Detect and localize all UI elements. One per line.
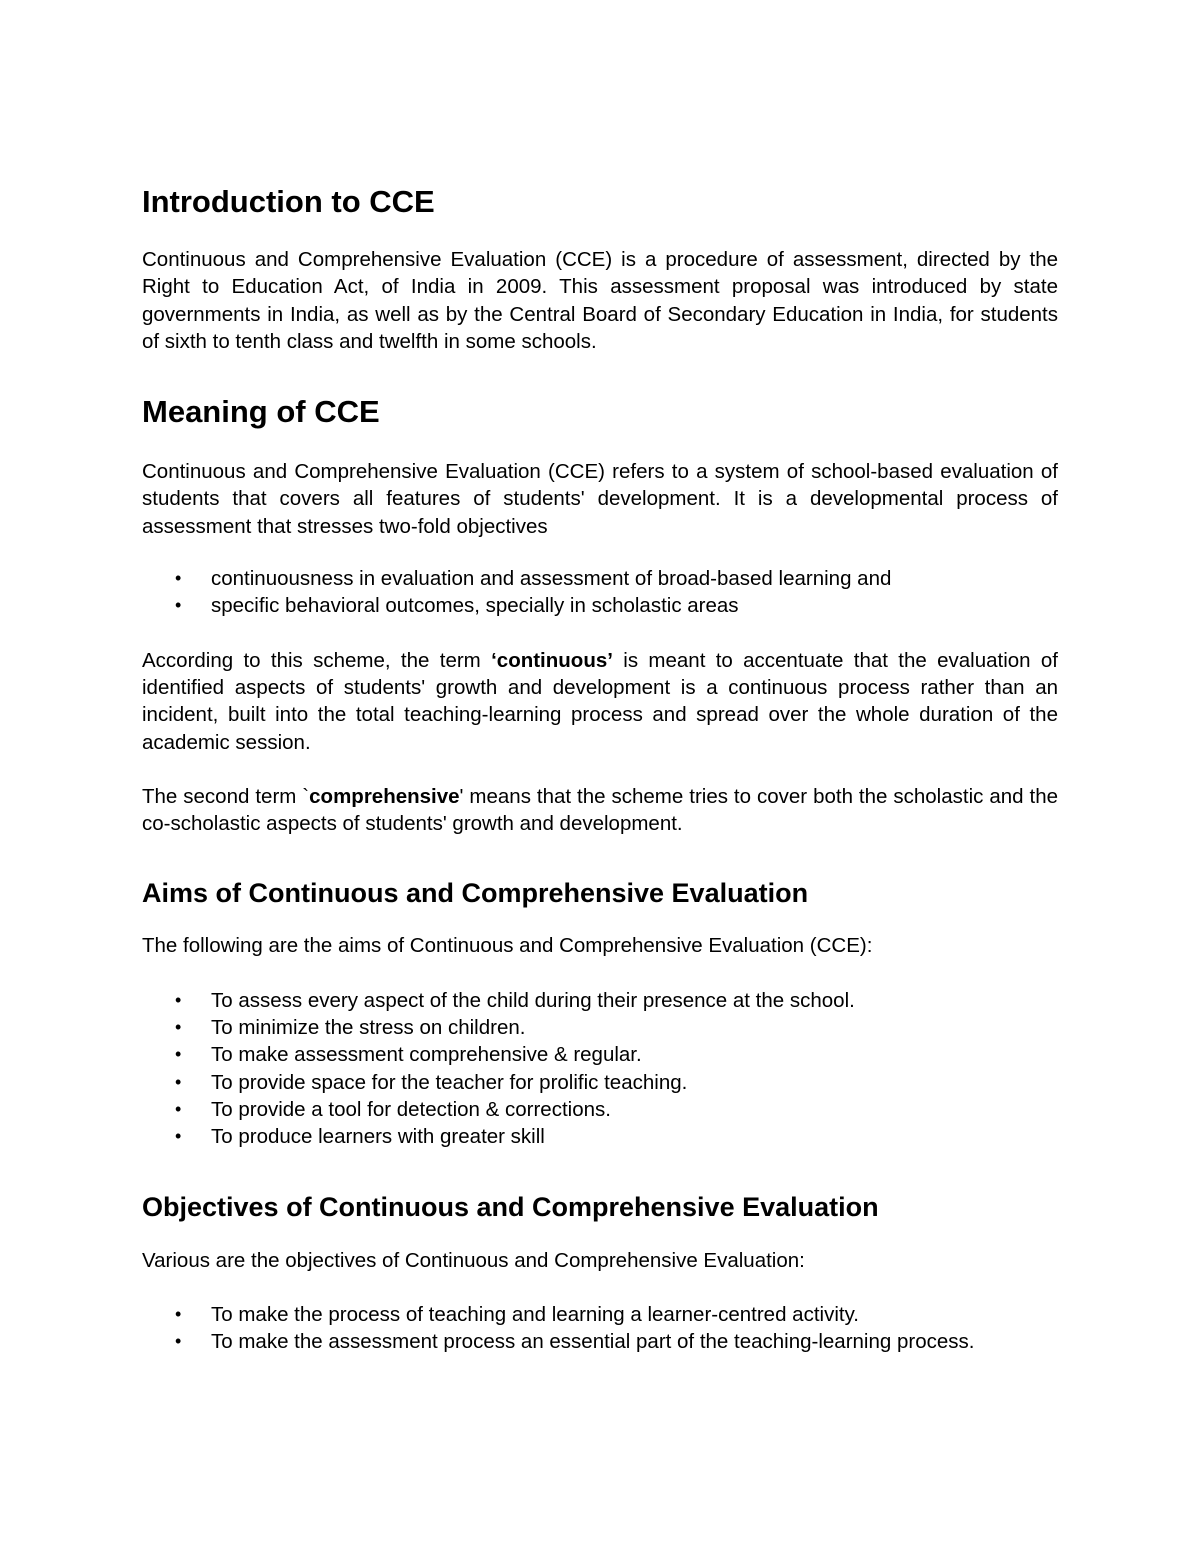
list-item-text: specific behavioral outcomes, specially in scholastic areas [211, 594, 739, 618]
list-item-text: continuousness in evaluation and assessment of broad-based learning and [211, 567, 892, 591]
list-item-text: To make assessment comprehensive & regular. [211, 1043, 642, 1067]
list-item [142, 1301, 1058, 1328]
term-comprehensive: comprehensive [309, 784, 460, 808]
list-item-text: To produce learners with greater skill [211, 1125, 545, 1149]
list-item-text: To make the process of teaching and learning a learner-centred activity. [211, 1302, 860, 1326]
list-item [142, 1069, 1058, 1096]
bullet-icon: • [175, 989, 182, 1010]
bullet-icon: • [175, 1044, 182, 1065]
heading-objectives: Objectives of Continuous and Comprehensive Evaluation [142, 1191, 879, 1222]
paragraph-text: The second term ` [142, 784, 310, 808]
list-item-text: To provide a tool for detection & corrections. [211, 1097, 611, 1121]
list-objectives [142, 1301, 1058, 1356]
list-item [142, 1014, 1058, 1041]
bullet-icon: • [175, 1126, 182, 1147]
heading-meaning: Meaning of CCE [142, 394, 380, 430]
list-meaning-objectives [142, 565, 1058, 620]
list-item [142, 1123, 1058, 1150]
list-item [142, 987, 1058, 1014]
bullet-icon: • [175, 1071, 182, 1092]
paragraph-aims-intro: The following are the aims of Continuous and Comprehensive Evaluation (CCE): [142, 934, 873, 958]
list-item [142, 592, 1058, 619]
document-content [142, 180, 1058, 1355]
paragraph-introduction: Continuous and Comprehensive Evaluation (CCE) is a procedure of assessment, directed by the Right to Education Act, of India in 2009. This assessment proposal was introduced by state governments in India, as well as by the Central Board of Secondary Education in India, for students of sixth to tenth class and twelfth in some schools. [142, 248, 1058, 353]
heading-aims: Aims of Continuous and Comprehensive Evaluation [142, 878, 809, 909]
bullet-icon: • [175, 1017, 182, 1038]
list-item-text: To make the assessment process an essential part of the teaching-learning process. [211, 1330, 975, 1354]
paragraph-continuous [142, 647, 1058, 756]
list-item-text: To minimize the stress on children. [211, 1016, 526, 1040]
list-item [142, 565, 1058, 592]
list-item [142, 1041, 1058, 1068]
list-item [142, 1096, 1058, 1123]
list-item-text: To assess every aspect of the child during their presence at the school. [211, 988, 855, 1012]
paragraph-text: ' means that the scheme tries to cover both the scholastic and the co-scholastic aspects of students' growth and development. [142, 784, 1059, 836]
bullet-icon: • [175, 1303, 182, 1324]
list-aims [142, 987, 1058, 1151]
paragraph-meaning: Continuous and Comprehensive Evaluation (CCE) refers to a system of school-based evaluation of students that covers all features of students' development. It is a developmental process of assessment that stresses two-fold objectives [142, 460, 1058, 538]
list-item [142, 1328, 1058, 1355]
paragraph-comprehensive [142, 783, 1058, 838]
heading-introduction: Introduction to CCE [142, 184, 435, 219]
bullet-icon: • [175, 595, 182, 616]
bullet-icon: • [175, 568, 182, 589]
paragraph-text: According to this scheme, the term [142, 648, 492, 672]
paragraph-text: is meant to accentuate that the evaluation of identified aspects of students' growth and development is a continuous process rather than an incident, built into the total teaching-learning process and spread over the whole duration of the academic session. [142, 648, 1058, 754]
bullet-icon: • [175, 1098, 182, 1119]
term-continuous: ‘continuous’ [491, 648, 613, 672]
paragraph-objectives-intro: Various are the objectives of Continuous and Comprehensive Evaluation: [142, 1248, 805, 1272]
list-item-text: To provide space for the teacher for prolific teaching. [211, 1070, 688, 1094]
bullet-icon: • [175, 1331, 182, 1352]
